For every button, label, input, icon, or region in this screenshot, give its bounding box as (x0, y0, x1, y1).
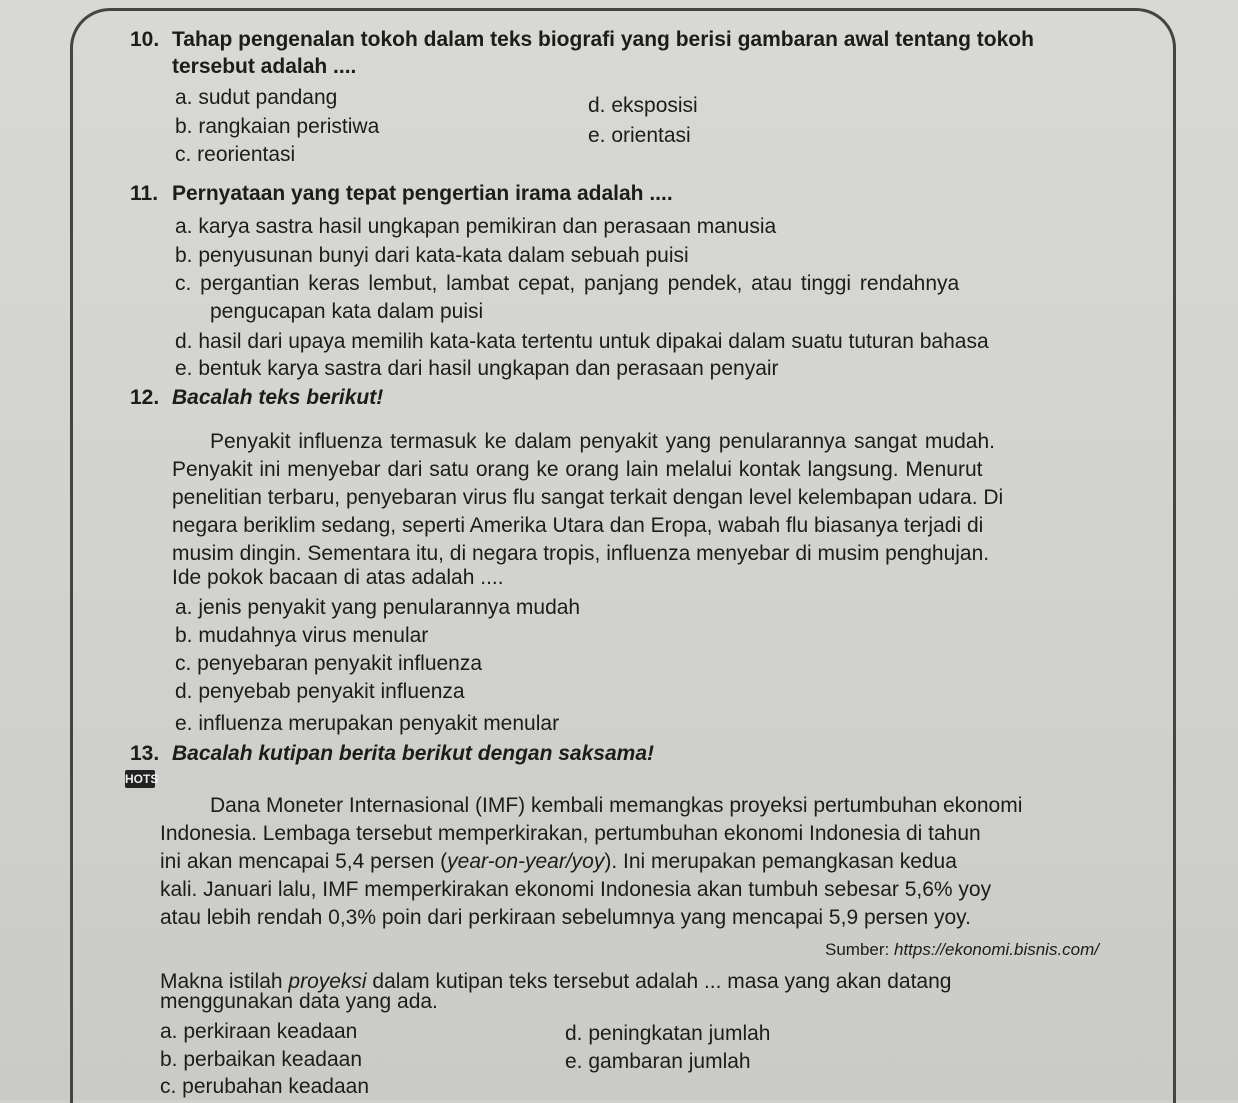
q10-stem-line1: Tahap pengenalan tokoh dalam teks biografi yang berisi gambaran awal tentang tokoh (172, 28, 1034, 51)
q13-option-e: e. gambaran jumlah (565, 1050, 751, 1073)
q12-option-c: c. penyebaran penyakit influenza (175, 652, 483, 675)
q10-stem-line2: tersebut adalah .... (172, 55, 357, 78)
q13-source-url: https://ekonomi.bisnis.com/ (893, 940, 1100, 959)
q13-question-a: Makna istilah (160, 970, 289, 993)
q11-option-e: e. bentuk karya sastra dari hasil ungkapan dan perasaan penyair (175, 357, 779, 380)
q11-stem: Pernyataan yang tepat pengertian irama adalah .... (172, 182, 673, 205)
q13-question-line2: menggunakan data yang ada. (160, 990, 438, 1013)
q12-option-a: a. jenis penyakit yang penularannya mudah (175, 596, 581, 619)
q13-term-proyeksi: proyeksi (288, 970, 367, 993)
q13-question-c: dalam kutipan teks tersebut adalah ... masa yang akan datang (366, 970, 952, 993)
q13-passage-line3 (160, 850, 957, 874)
q12-passage-line2: Penyakit ini menyebar dari satu orang ke orang lain melalui kontak langsung. Menurut (172, 458, 983, 481)
q12-passage-line1: Penyakit influenza termasuk ke dalam penyakit yang penularannya sangat mudah. (210, 430, 995, 453)
q11-option-c-line2: pengucapan kata dalam puisi (210, 300, 484, 323)
q12-option-b: b. mudahnya virus menular (175, 624, 429, 647)
q13-source-label: Sumber: (825, 940, 894, 959)
q13-passage-line3-c: ). Ini merupakan pemangkasan kedua (604, 850, 957, 873)
q13-passage-line3-a: ini akan mencapai 5,4 persen ( (160, 850, 448, 873)
q13-option-a: a. perkiraan keadaan (160, 1020, 358, 1043)
q11-option-d: d. hasil dari upaya memilih kata-kata tertentu untuk dipakai dalam suatu tuturan bahasa (175, 330, 989, 353)
q11-option-c-line1: c. pergantian keras lembut, lambat cepat, panjang pendek, atau tinggi rendahnya (175, 272, 960, 295)
q10-option-c: c. reorientasi (175, 143, 296, 166)
q12-option-e: e. influenza merupakan penyakit menular (175, 712, 560, 735)
q13-option-b: b. perbaikan keadaan (160, 1048, 362, 1071)
q13-passage-line4: kali. Januari lalu, IMF memperkirakan ekonomi Indonesia akan tumbuh sebesar 5,6% yoy (160, 878, 992, 901)
q12-passage-line3: penelitian terbaru, penyebaran virus flu sangat terkait dengan level kelembapan udara. Di (172, 486, 1004, 509)
q13-option-d: d. peningkatan jumlah (565, 1022, 771, 1045)
q13-source (825, 940, 1099, 960)
q13-instruction: Bacalah kutipan berita berikut dengan saksama! (172, 742, 654, 765)
q13-passage-line5: atau lebih rendah 0,3% poin dari perkiraan sebelumnya yang mencapai 5,9 persen yoy. (160, 906, 971, 929)
q11-number: 11. (130, 182, 159, 205)
q12-passage-line4: negara beriklim sedang, seperti Amerika Utara dan Eropa, wabah flu biasanya terjadi di (172, 514, 984, 537)
q13-yoy-term: year-on-year/yoy (447, 850, 605, 873)
q13-number: 13. (130, 742, 160, 765)
hots-badge: HOTS (125, 772, 159, 786)
q11-option-b: b. penyusunan bunyi dari kata-kata dalam sebuah puisi (175, 244, 689, 267)
q12-number: 12. (130, 386, 160, 409)
q10-option-e: e. orientasi (588, 124, 691, 147)
q10-option-b: b. rangkaian peristiwa (175, 115, 380, 138)
q12-option-d: d. penyebab penyakit influenza (175, 680, 465, 703)
q10-option-d: d. eksposisi (588, 94, 698, 117)
q12-instruction: Bacalah teks berikut! (172, 386, 384, 409)
q12-passage-line5: musim dingin. Sementara itu, di negara tropis, influenza menyebar di musim penghujan. (172, 542, 990, 565)
q13-passage-line1: Dana Moneter Internasional (IMF) kembali memangkas proyeksi pertumbuhan ekonomi (210, 794, 1023, 817)
q11-option-a: a. karya sastra hasil ungkapan pemikiran dan perasaan manusia (175, 215, 777, 238)
q13-option-c: c. perubahan keadaan (160, 1075, 370, 1098)
q13-passage-line2: Indonesia. Lembaga tersebut memperkirakan, pertumbuhan ekonomi Indonesia di tahun (160, 822, 981, 845)
q10-number: 10. (130, 28, 160, 51)
q10-option-a: a. sudut pandang (175, 86, 338, 109)
q12-question: Ide pokok bacaan di atas adalah .... (172, 566, 504, 589)
